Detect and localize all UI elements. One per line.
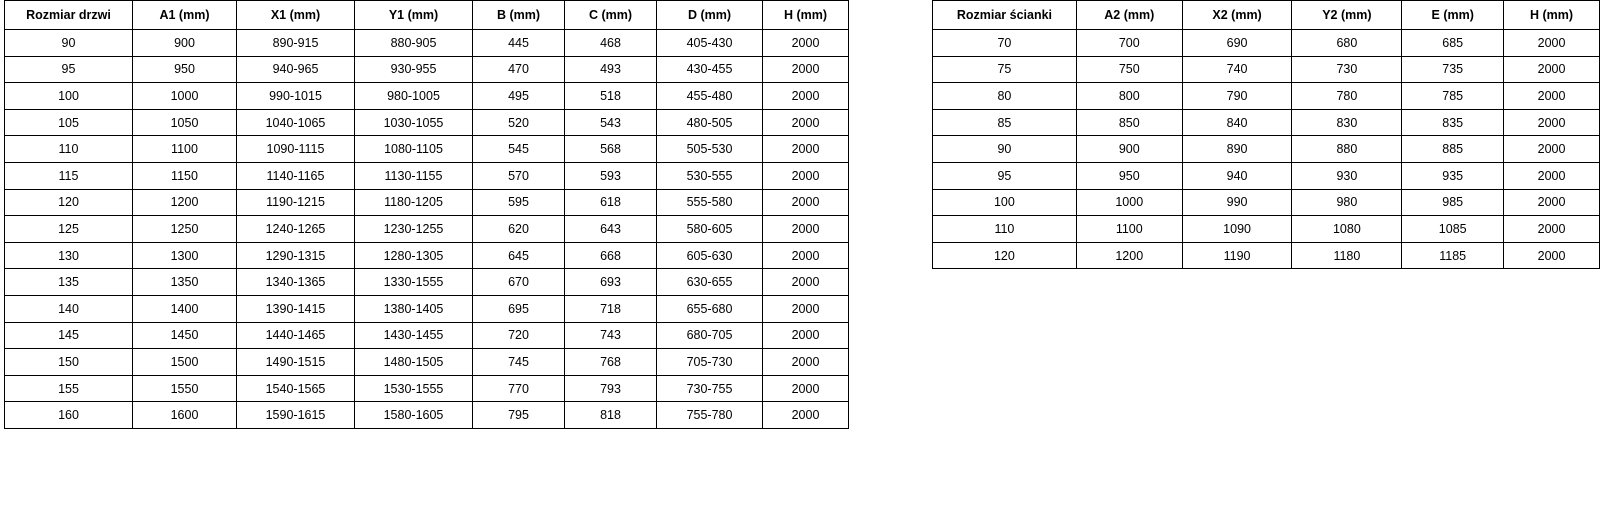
doors-column-header: H (mm) [763,1,849,30]
doors-column-header: B (mm) [473,1,565,30]
table-cell: 95 [5,56,133,83]
doors-column-header: Rozmiar drzwi [5,1,133,30]
table-cell: 1350 [133,269,237,296]
table-cell: 75 [933,56,1077,83]
table-cell: 830 [1292,109,1402,136]
table-cell: 780 [1292,83,1402,110]
table-cell: 518 [565,83,657,110]
table-cell: 645 [473,242,565,269]
table-row [933,216,1600,243]
table-cell: 618 [565,189,657,216]
table-cell: 2000 [763,136,849,163]
table-row [933,136,1600,163]
table-cell: 800 [1076,83,1182,110]
table-cell: 505-530 [657,136,763,163]
table-cell: 735 [1402,56,1504,83]
table-cell: 90 [5,30,133,57]
table-cell: 2000 [1504,30,1600,57]
doors-table-container [4,0,849,429]
table-cell: 1400 [133,295,237,322]
table-cell: 1300 [133,242,237,269]
table-cell: 2000 [1504,56,1600,83]
table-cell: 1085 [1402,216,1504,243]
table-cell: 2000 [763,375,849,402]
table-row [5,83,849,110]
table-cell: 740 [1182,56,1292,83]
table-cell: 445 [473,30,565,57]
table-cell: 570 [473,162,565,189]
table-cell: 150 [5,349,133,376]
table-row [5,56,849,83]
table-cell: 543 [565,109,657,136]
table-cell: 880-905 [355,30,473,57]
table-cell: 1430-1455 [355,322,473,349]
table-row [5,30,849,57]
walls-column-header: E (mm) [1402,1,1504,30]
walls-table-container [932,0,1600,269]
table-cell: 668 [565,242,657,269]
table-cell: 1380-1405 [355,295,473,322]
table-cell: 750 [1076,56,1182,83]
table-cell: 2000 [763,295,849,322]
table-cell: 495 [473,83,565,110]
table-cell: 718 [565,295,657,322]
table-cell: 100 [5,83,133,110]
table-cell: 2000 [763,56,849,83]
table-row [5,322,849,349]
table-cell: 770 [473,375,565,402]
table-cell: 1550 [133,375,237,402]
table-cell: 1340-1365 [237,269,355,296]
table-cell: 430-455 [657,56,763,83]
table-cell: 85 [933,109,1077,136]
walls-table-body [933,30,1600,269]
table-cell: 2000 [763,402,849,429]
table-cell: 693 [565,269,657,296]
table-cell: 1100 [1076,216,1182,243]
table-cell: 125 [5,216,133,243]
table-cell: 1230-1255 [355,216,473,243]
table-cell: 1280-1305 [355,242,473,269]
table-cell: 115 [5,162,133,189]
table-cell: 468 [565,30,657,57]
table-cell: 145 [5,322,133,349]
table-cell: 140 [5,295,133,322]
walls-column-header: X2 (mm) [1182,1,1292,30]
table-cell: 695 [473,295,565,322]
table-cell: 580-605 [657,216,763,243]
table-cell: 80 [933,83,1077,110]
doors-table-body [5,30,849,429]
table-cell: 818 [565,402,657,429]
table-cell: 160 [5,402,133,429]
table-cell: 1185 [1402,242,1504,269]
table-row [933,83,1600,110]
table-cell: 940 [1182,162,1292,189]
table-cell: 2000 [763,216,849,243]
table-row [5,162,849,189]
table-cell: 2000 [1504,109,1600,136]
table-row [5,216,849,243]
table-cell: 730 [1292,56,1402,83]
table-cell: 2000 [1504,189,1600,216]
table-row [933,189,1600,216]
table-cell: 2000 [763,269,849,296]
table-cell: 105 [5,109,133,136]
table-cell: 1200 [133,189,237,216]
table-row [933,109,1600,136]
table-cell: 890-915 [237,30,355,57]
table-cell: 1180 [1292,242,1402,269]
table-cell: 940-965 [237,56,355,83]
table-cell: 790 [1182,83,1292,110]
walls-dimensions-table [932,0,1600,269]
table-cell: 1050 [133,109,237,136]
table-cell: 70 [933,30,1077,57]
table-cell: 1600 [133,402,237,429]
table-cell: 680-705 [657,322,763,349]
doors-column-header: X1 (mm) [237,1,355,30]
table-cell: 1080-1105 [355,136,473,163]
table-cell: 1330-1555 [355,269,473,296]
table-cell: 745 [473,349,565,376]
table-cell: 1540-1565 [237,375,355,402]
table-cell: 405-430 [657,30,763,57]
table-row [933,242,1600,269]
table-cell: 2000 [763,349,849,376]
table-cell: 100 [933,189,1077,216]
table-row [5,349,849,376]
table-cell: 630-655 [657,269,763,296]
table-row [5,242,849,269]
table-row [5,375,849,402]
table-cell: 2000 [1504,162,1600,189]
table-cell: 885 [1402,136,1504,163]
table-cell: 1580-1605 [355,402,473,429]
table-cell: 935 [1402,162,1504,189]
table-cell: 990-1015 [237,83,355,110]
table-cell: 680 [1292,30,1402,57]
table-cell: 110 [5,136,133,163]
table-cell: 795 [473,402,565,429]
table-cell: 980-1005 [355,83,473,110]
table-cell: 2000 [763,30,849,57]
table-cell: 1190 [1182,242,1292,269]
table-cell: 605-630 [657,242,763,269]
table-cell: 1090-1115 [237,136,355,163]
table-cell: 980 [1292,189,1402,216]
table-row [933,56,1600,83]
table-row [5,402,849,429]
table-cell: 2000 [763,189,849,216]
table-cell: 1490-1515 [237,349,355,376]
table-cell: 1530-1555 [355,375,473,402]
table-cell: 1140-1165 [237,162,355,189]
table-cell: 480-505 [657,109,763,136]
table-cell: 880 [1292,136,1402,163]
table-cell: 950 [1076,162,1182,189]
table-cell: 1450 [133,322,237,349]
table-cell: 1000 [1076,189,1182,216]
table-cell: 2000 [1504,136,1600,163]
table-row [933,162,1600,189]
table-cell: 1190-1215 [237,189,355,216]
table-row [5,136,849,163]
table-cell: 530-555 [657,162,763,189]
walls-column-header: Rozmiar ścianki [933,1,1077,30]
table-cell: 1200 [1076,242,1182,269]
table-cell: 1040-1065 [237,109,355,136]
table-cell: 1390-1415 [237,295,355,322]
table-cell: 1440-1465 [237,322,355,349]
table-cell: 785 [1402,83,1504,110]
table-cell: 2000 [1504,216,1600,243]
table-cell: 930 [1292,162,1402,189]
table-cell: 493 [565,56,657,83]
table-cell: 2000 [763,322,849,349]
table-cell: 700 [1076,30,1182,57]
table-row [5,295,849,322]
table-cell: 593 [565,162,657,189]
table-cell: 120 [933,242,1077,269]
table-cell: 1090 [1182,216,1292,243]
table-row [5,109,849,136]
doors-table-header [5,1,849,30]
table-cell: 990 [1182,189,1292,216]
table-cell: 793 [565,375,657,402]
table-cell: 900 [133,30,237,57]
table-cell: 1000 [133,83,237,110]
table-cell: 1150 [133,162,237,189]
table-cell: 1590-1615 [237,402,355,429]
table-cell: 985 [1402,189,1504,216]
table-cell: 720 [473,322,565,349]
table-cell: 470 [473,56,565,83]
table-cell: 685 [1402,30,1504,57]
table-cell: 2000 [763,242,849,269]
table-cell: 90 [933,136,1077,163]
table-cell: 1290-1315 [237,242,355,269]
table-cell: 670 [473,269,565,296]
table-cell: 1100 [133,136,237,163]
table-cell: 768 [565,349,657,376]
table-cell: 545 [473,136,565,163]
table-cell: 455-480 [657,83,763,110]
table-cell: 1500 [133,349,237,376]
table-cell: 705-730 [657,349,763,376]
table-cell: 2000 [1504,83,1600,110]
doors-column-header: A1 (mm) [133,1,237,30]
table-cell: 840 [1182,109,1292,136]
table-cell: 568 [565,136,657,163]
walls-column-header: Y2 (mm) [1292,1,1402,30]
table-cell: 595 [473,189,565,216]
table-cell: 1250 [133,216,237,243]
table-cell: 1030-1055 [355,109,473,136]
table-cell: 743 [565,322,657,349]
table-row [933,30,1600,57]
doors-dimensions-table [4,0,849,429]
table-row [5,269,849,296]
table-cell: 1240-1265 [237,216,355,243]
table-cell: 950 [133,56,237,83]
walls-table-header [933,1,1600,30]
table-header-row [933,1,1600,30]
table-cell: 1480-1505 [355,349,473,376]
table-cell: 1080 [1292,216,1402,243]
table-cell: 730-755 [657,375,763,402]
table-cell: 890 [1182,136,1292,163]
table-cell: 1130-1155 [355,162,473,189]
table-cell: 930-955 [355,56,473,83]
table-cell: 110 [933,216,1077,243]
doors-column-header: Y1 (mm) [355,1,473,30]
table-cell: 850 [1076,109,1182,136]
doors-column-header: C (mm) [565,1,657,30]
table-cell: 655-680 [657,295,763,322]
table-cell: 555-580 [657,189,763,216]
table-cell: 135 [5,269,133,296]
table-cell: 130 [5,242,133,269]
table-cell: 95 [933,162,1077,189]
table-header-row [5,1,849,30]
table-cell: 643 [565,216,657,243]
table-cell: 755-780 [657,402,763,429]
walls-column-header: H (mm) [1504,1,1600,30]
doors-column-header: D (mm) [657,1,763,30]
table-cell: 2000 [1504,242,1600,269]
table-cell: 1180-1205 [355,189,473,216]
table-cell: 835 [1402,109,1504,136]
table-cell: 900 [1076,136,1182,163]
table-cell: 620 [473,216,565,243]
table-cell: 2000 [763,109,849,136]
table-cell: 520 [473,109,565,136]
walls-column-header: A2 (mm) [1076,1,1182,30]
table-cell: 155 [5,375,133,402]
table-cell: 120 [5,189,133,216]
table-cell: 2000 [763,162,849,189]
table-cell: 2000 [763,83,849,110]
table-cell: 690 [1182,30,1292,57]
table-row [5,189,849,216]
